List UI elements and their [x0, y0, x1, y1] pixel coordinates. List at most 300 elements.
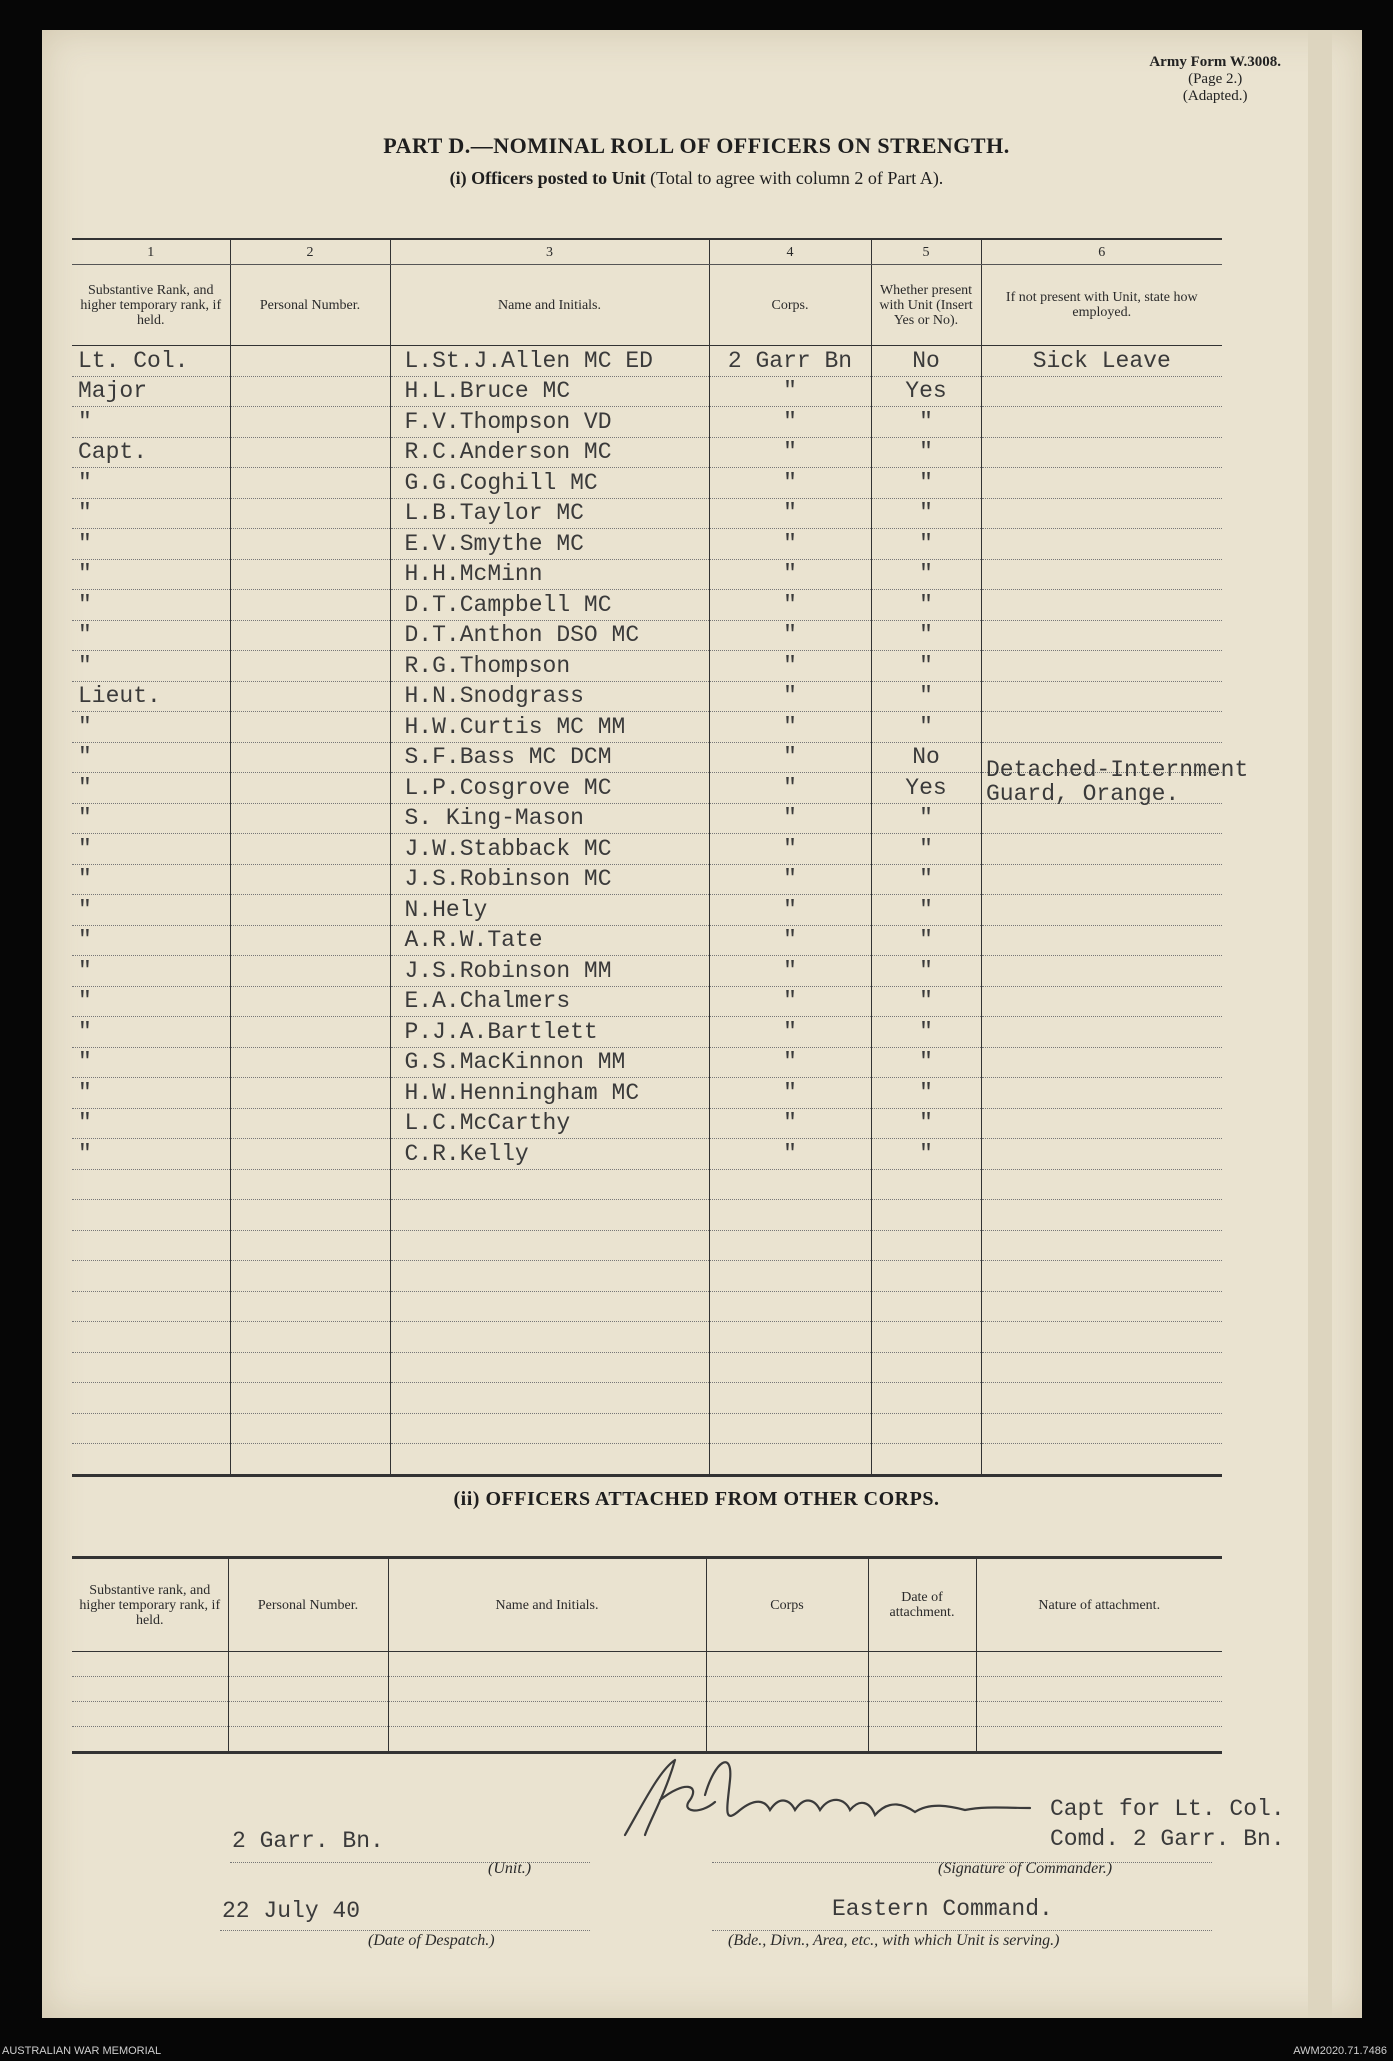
row-present: Yes: [871, 376, 981, 407]
row-rank: ": [72, 1139, 230, 1170]
row-present: [871, 1261, 981, 1292]
row-corps: ": [709, 1047, 871, 1078]
row-name: E.A.Chalmers: [390, 986, 709, 1017]
row-corps: ": [709, 712, 871, 743]
command-value: Eastern Command.: [832, 1896, 1053, 1922]
row-name: P.J.A.Bartlett: [390, 1017, 709, 1048]
despatch-value: 22 July 40: [222, 1898, 361, 1924]
row-employed: [981, 1383, 1222, 1414]
row-employed: [981, 956, 1222, 987]
column-number: 1: [72, 239, 230, 265]
table-row: [72, 1200, 1222, 1231]
row-employed: [981, 864, 1222, 895]
row-rank: [72, 1413, 230, 1444]
column-number: 4: [709, 239, 871, 265]
row-name: S.F.Bass MC DCM: [390, 742, 709, 773]
attached-cell: [72, 1727, 228, 1753]
row-name: E.V.Smythe MC: [390, 529, 709, 560]
column-number: 6: [981, 239, 1222, 265]
row-name: L.P.Cosgrove MC: [390, 773, 709, 804]
attached-cell: [976, 1652, 1222, 1677]
attached-header-number: Personal Number.: [228, 1558, 388, 1652]
row-rank: [72, 1261, 230, 1292]
row-name: F.V.Thompson VD: [390, 407, 709, 438]
table-row: [72, 1230, 1222, 1261]
row-present: ": [871, 864, 981, 895]
row-rank: ": [72, 895, 230, 926]
row-employed: [981, 986, 1222, 1017]
command-line: [712, 1930, 1212, 1931]
attached-cell: [228, 1652, 388, 1677]
attached-cell: [706, 1677, 868, 1702]
row-present: ": [871, 407, 981, 438]
row-name: H.W.Curtis MC MM: [390, 712, 709, 743]
row-present: [871, 1322, 981, 1353]
row-rank: ": [72, 590, 230, 621]
table-row: [72, 1169, 1222, 1200]
row-personal-number: [230, 1352, 390, 1383]
table-row: [72, 712, 1222, 743]
row-employed: [981, 834, 1222, 865]
row-present: ": [871, 559, 981, 590]
row-corps: ": [709, 468, 871, 499]
table-row: [72, 651, 1222, 682]
row-personal-number: [230, 1261, 390, 1292]
row-corps: [709, 1200, 871, 1231]
command-caption: (Bde., Divn., Area, etc., with which Unit is serving.): [728, 1932, 1060, 1949]
row-rank: ": [72, 742, 230, 773]
row-rank: [72, 1322, 230, 1353]
row-rank: ": [72, 407, 230, 438]
row-rank: [72, 1200, 230, 1231]
attached-cell: [706, 1652, 868, 1677]
table-row: [72, 1291, 1222, 1322]
row-personal-number: [230, 346, 390, 377]
unit-line: [230, 1862, 590, 1863]
row-rank: ": [72, 986, 230, 1017]
row-present: ": [871, 712, 981, 743]
attached-section-title: (ii) OFFICERS ATTACHED FROM OTHER CORPS.: [453, 1488, 940, 1510]
row-present: [871, 1169, 981, 1200]
row-corps: [709, 1413, 871, 1444]
row-corps: ": [709, 559, 871, 590]
row-personal-number: [230, 681, 390, 712]
row-rank: ": [72, 529, 230, 560]
row-employed: [981, 1017, 1222, 1048]
row-name: R.G.Thompson: [390, 651, 709, 682]
row-corps: [709, 1291, 871, 1322]
header-name: Name and Initials.: [390, 265, 709, 346]
row-employed: [981, 376, 1222, 407]
row-personal-number: [230, 925, 390, 956]
attached-cell: [706, 1702, 868, 1727]
attached-cell: [72, 1677, 228, 1702]
row-employed: [981, 803, 1222, 834]
row-rank: [72, 1352, 230, 1383]
row-personal-number: [230, 1413, 390, 1444]
header-personal-number: Personal Number.: [230, 265, 390, 346]
header-present: Whether present with Unit (Insert Yes or No).: [871, 265, 981, 346]
row-rank: ": [72, 1017, 230, 1048]
header-rank: Substantive Rank, and higher temporary rank, if held.: [72, 265, 230, 346]
row-employed: [981, 437, 1222, 468]
row-corps: ": [709, 986, 871, 1017]
table-row: [72, 1139, 1222, 1170]
row-present: ": [871, 590, 981, 621]
row-personal-number: [230, 651, 390, 682]
row-corps: [709, 1444, 871, 1476]
row-present: [871, 1444, 981, 1476]
attached-cell: [228, 1727, 388, 1753]
header-corps: Corps.: [709, 265, 871, 346]
row-name: D.T.Anthon DSO MC: [390, 620, 709, 651]
row-employed: [981, 1322, 1222, 1353]
row-corps: ": [709, 1078, 871, 1109]
row-employed: [981, 1413, 1222, 1444]
attached-row: [72, 1652, 1222, 1677]
table-row: [72, 437, 1222, 468]
row-personal-number: [230, 590, 390, 621]
row-name: J.S.Robinson MM: [390, 956, 709, 987]
row-present: [871, 1230, 981, 1261]
row-present: ": [871, 468, 981, 499]
row-employed: [981, 1108, 1222, 1139]
row-rank: ": [72, 712, 230, 743]
row-corps: ": [709, 376, 871, 407]
attached-header-row: [72, 1558, 1222, 1652]
row-present: ": [871, 498, 981, 529]
row-employed: [981, 1352, 1222, 1383]
row-corps: [709, 1352, 871, 1383]
row-present: [871, 1352, 981, 1383]
row-employed: [981, 559, 1222, 590]
attached-cell: [388, 1702, 706, 1727]
row-present: ": [871, 620, 981, 651]
row-present: ": [871, 681, 981, 712]
subtitle-rest: (Total to agree with column 2 of Part A).: [645, 168, 944, 188]
row-personal-number: [230, 956, 390, 987]
row-present: ": [871, 1108, 981, 1139]
row-personal-number: [230, 1230, 390, 1261]
row-present: ": [871, 1139, 981, 1170]
attached-cell: [72, 1652, 228, 1677]
row-rank: ": [72, 468, 230, 499]
row-rank: [72, 1383, 230, 1414]
officers-attached-table: [72, 1556, 1222, 1754]
column-number: 3: [390, 239, 709, 265]
row-personal-number: [230, 803, 390, 834]
row-corps: [709, 1261, 871, 1292]
detached-note-line1: Detached-Internment: [986, 757, 1249, 783]
table-row: [72, 1413, 1222, 1444]
row-present: No: [871, 742, 981, 773]
row-corps: ": [709, 498, 871, 529]
row-name: R.C.Anderson MC: [390, 437, 709, 468]
row-corps: ": [709, 773, 871, 804]
row-employed: [981, 681, 1222, 712]
row-name: A.R.W.Tate: [390, 925, 709, 956]
image-accession: AWM2020.71.7486: [1293, 2045, 1387, 2057]
row-corps: ": [709, 1139, 871, 1170]
row-employed: [981, 1200, 1222, 1231]
row-name: D.T.Campbell MC: [390, 590, 709, 621]
row-name: J.S.Robinson MC: [390, 864, 709, 895]
row-rank: [72, 1169, 230, 1200]
row-personal-number: [230, 498, 390, 529]
row-corps: ": [709, 437, 871, 468]
column-number-row: [72, 239, 1222, 265]
row-employed: [981, 1261, 1222, 1292]
row-corps: ": [709, 925, 871, 956]
row-corps: ": [709, 620, 871, 651]
row-name: H.H.McMinn: [390, 559, 709, 590]
row-corps: ": [709, 590, 871, 621]
row-corps: 2 Garr Bn: [709, 346, 871, 377]
row-present: [871, 1413, 981, 1444]
attached-cell: [976, 1677, 1222, 1702]
row-rank: ": [72, 1108, 230, 1139]
row-personal-number: [230, 1139, 390, 1170]
row-rank: ": [72, 773, 230, 804]
unit-value: 2 Garr. Bn.: [232, 1828, 384, 1854]
row-name: L.St.J.Allen MC ED: [390, 346, 709, 377]
row-personal-number: [230, 1444, 390, 1476]
row-employed: [981, 1078, 1222, 1109]
row-name: H.W.Henningham MC: [390, 1078, 709, 1109]
despatch-caption: (Date of Despatch.): [368, 1932, 495, 1949]
table-row: [72, 590, 1222, 621]
row-present: Yes: [871, 773, 981, 804]
image-credit: AUSTRALIAN WAR MEMORIAL: [2, 2045, 162, 2057]
row-employed: [981, 1444, 1222, 1476]
row-corps: ": [709, 956, 871, 987]
row-corps: ": [709, 407, 871, 438]
table-row: [72, 1383, 1222, 1414]
row-corps: ": [709, 1108, 871, 1139]
row-present: [871, 1200, 981, 1231]
table-row: [72, 498, 1222, 529]
row-rank: ": [72, 803, 230, 834]
row-personal-number: [230, 712, 390, 743]
row-name: [390, 1383, 709, 1414]
row-present: ": [871, 529, 981, 560]
row-name: [390, 1352, 709, 1383]
row-rank: Lieut.: [72, 681, 230, 712]
commander-line2: Comd. 2 Garr. Bn.: [1050, 1826, 1285, 1852]
row-present: [871, 1291, 981, 1322]
row-rank: ": [72, 1047, 230, 1078]
row-employed: [981, 1169, 1222, 1200]
row-personal-number: [230, 1169, 390, 1200]
row-present: [871, 1383, 981, 1414]
row-rank: ": [72, 620, 230, 651]
row-personal-number: [230, 834, 390, 865]
row-employed: [981, 407, 1222, 438]
row-rank: ": [72, 498, 230, 529]
page-subtitle: [0, 168, 1393, 189]
row-corps: ": [709, 895, 871, 926]
table-row: [72, 925, 1222, 956]
row-rank: ": [72, 834, 230, 865]
row-name: [390, 1261, 709, 1292]
row-name: L.B.Taylor MC: [390, 498, 709, 529]
row-name: [390, 1200, 709, 1231]
attached-header-nature: Nature of attachment.: [976, 1558, 1222, 1652]
table-row: [72, 986, 1222, 1017]
row-personal-number: [230, 1017, 390, 1048]
row-name: H.N.Snodgrass: [390, 681, 709, 712]
table-row: [72, 346, 1222, 377]
row-rank: Major: [72, 376, 230, 407]
row-corps: ": [709, 742, 871, 773]
row-personal-number: [230, 376, 390, 407]
row-corps: ": [709, 834, 871, 865]
detached-note: [986, 758, 1248, 806]
row-employed: [981, 590, 1222, 621]
row-corps: [709, 1322, 871, 1353]
row-name: G.S.MacKinnon MM: [390, 1047, 709, 1078]
row-name: [390, 1444, 709, 1476]
table-row: [72, 1017, 1222, 1048]
table-row: [72, 620, 1222, 651]
row-name: H.L.Bruce MC: [390, 376, 709, 407]
table-row: [72, 864, 1222, 895]
despatch-line: [220, 1930, 590, 1931]
attached-cell: [388, 1652, 706, 1677]
form-adapted: (Adapted.): [1182, 88, 1248, 104]
attached-header-rank: Substantive rank, and higher temporary rank, if held.: [72, 1558, 228, 1652]
row-present: ": [871, 651, 981, 682]
table-row: [72, 1261, 1222, 1292]
row-personal-number: [230, 559, 390, 590]
row-personal-number: [230, 773, 390, 804]
table-row: [72, 803, 1222, 834]
row-present: ": [871, 925, 981, 956]
row-present: ": [871, 803, 981, 834]
row-personal-number: [230, 468, 390, 499]
table-row: [72, 1352, 1222, 1383]
form-identifier: [1149, 54, 1281, 105]
row-rank: ": [72, 651, 230, 682]
table-row: [72, 529, 1222, 560]
row-name: J.W.Stabback MC: [390, 834, 709, 865]
table-row: [72, 956, 1222, 987]
row-employed: [981, 498, 1222, 529]
row-corps: ": [709, 1017, 871, 1048]
header-employed: If not present with Unit, state how employed.: [981, 265, 1222, 346]
attached-cell: [868, 1702, 976, 1727]
row-rank: ": [72, 1078, 230, 1109]
row-present: ": [871, 986, 981, 1017]
table-row: [72, 1322, 1222, 1353]
attached-header-date: Date of attachment.: [868, 1558, 976, 1652]
row-employed: [981, 468, 1222, 499]
attached-cell: [868, 1652, 976, 1677]
attached-cell: [228, 1677, 388, 1702]
row-present: ": [871, 437, 981, 468]
row-present: ": [871, 956, 981, 987]
table-row: [72, 681, 1222, 712]
row-personal-number: [230, 986, 390, 1017]
row-personal-number: [230, 620, 390, 651]
commander-line1: Capt for Lt. Col.: [1050, 1796, 1285, 1822]
row-employed: [981, 620, 1222, 651]
row-present: ": [871, 834, 981, 865]
row-rank: [72, 1444, 230, 1476]
table-row: [72, 407, 1222, 438]
row-corps: ": [709, 803, 871, 834]
row-rank: Lt. Col.: [72, 346, 230, 377]
row-name: L.C.McCarthy: [390, 1108, 709, 1139]
attached-cell: [72, 1702, 228, 1727]
table-row: [72, 559, 1222, 590]
row-present: ": [871, 895, 981, 926]
page-edge: [1308, 30, 1332, 2018]
table-row: [72, 1078, 1222, 1109]
row-personal-number: [230, 1291, 390, 1322]
row-rank: ": [72, 925, 230, 956]
commander-caption: (Signature of Commander.): [938, 1860, 1113, 1877]
table-row: [72, 468, 1222, 499]
row-employed: [981, 925, 1222, 956]
row-personal-number: [230, 437, 390, 468]
attached-row: [72, 1702, 1222, 1727]
row-present: No: [871, 346, 981, 377]
column-number: 5: [871, 239, 981, 265]
page-title: PART D.—NOMINAL ROLL OF OFFICERS ON STRENGTH.: [383, 133, 1010, 158]
table-row: [72, 895, 1222, 926]
table-row: [72, 1444, 1222, 1476]
row-personal-number: [230, 1078, 390, 1109]
row-personal-number: [230, 864, 390, 895]
row-personal-number: [230, 742, 390, 773]
row-personal-number: [230, 1200, 390, 1231]
row-rank: Capt.: [72, 437, 230, 468]
row-corps: [709, 1169, 871, 1200]
row-rank: ": [72, 559, 230, 590]
row-corps: ": [709, 651, 871, 682]
table-row: [72, 376, 1222, 407]
row-personal-number: [230, 895, 390, 926]
row-personal-number: [230, 529, 390, 560]
attached-header-corps: Corps: [706, 1558, 868, 1652]
table-row: [72, 1047, 1222, 1078]
row-name: [390, 1322, 709, 1353]
row-corps: ": [709, 864, 871, 895]
detached-note-line2: Guard, Orange.: [986, 781, 1180, 807]
row-rank: [72, 1291, 230, 1322]
row-personal-number: [230, 1047, 390, 1078]
attached-cell: [388, 1677, 706, 1702]
attached-cell: [228, 1702, 388, 1727]
row-name: N.Hely: [390, 895, 709, 926]
row-corps: ": [709, 529, 871, 560]
row-name: S. King-Mason: [390, 803, 709, 834]
row-corps: [709, 1230, 871, 1261]
row-employed: [981, 529, 1222, 560]
attached-row: [72, 1677, 1222, 1702]
column-number: 2: [230, 239, 390, 265]
row-name: [390, 1291, 709, 1322]
row-employed: Sick Leave: [981, 346, 1222, 377]
row-name: [390, 1413, 709, 1444]
row-employed: [981, 1047, 1222, 1078]
row-name: C.R.Kelly: [390, 1139, 709, 1170]
unit-caption: (Unit.): [488, 1860, 532, 1877]
row-corps: ": [709, 681, 871, 712]
row-employed: [981, 1139, 1222, 1170]
row-personal-number: [230, 1108, 390, 1139]
